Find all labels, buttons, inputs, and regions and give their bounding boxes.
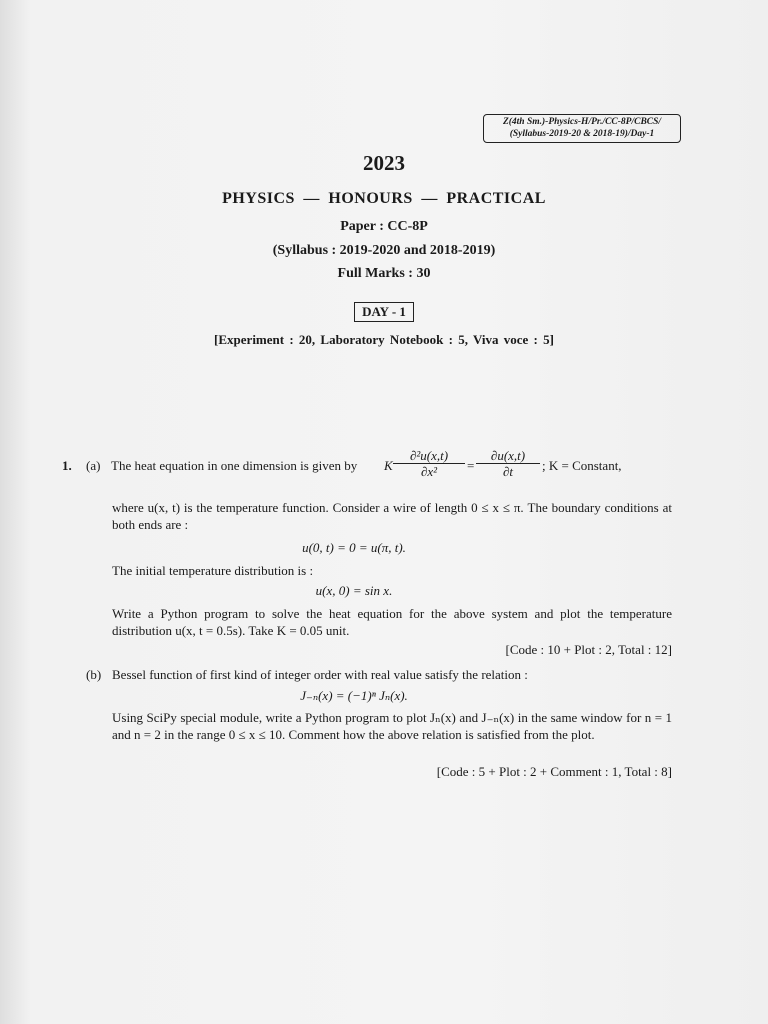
day-label-wrap [0, 302, 768, 322]
part-b-label: (b) [86, 667, 102, 682]
fraction-1-numerator: ∂²u(x,t) [393, 448, 465, 464]
part-b-marks: [Code : 5 + Plot : 2 + Comment : 1, Total : 8] [436, 764, 672, 779]
question-number: 1. [62, 458, 72, 473]
time-derivative-fraction [476, 448, 540, 479]
equation-k: K [384, 458, 393, 473]
part-a-paragraph-1: where u(x, t) is the temperature function. Consider a wire of length 0 ≤ x ≤ π. The boundary conditions at both ends are : [112, 500, 672, 532]
paper-code-line-2: (Syllabus-2019-20 & 2018-19)/Day-1 [509, 129, 655, 139]
part-a-label: (a) [86, 458, 101, 473]
paper-name: Paper : CC-8P [340, 219, 428, 234]
boundary-condition-equation: u(0, t) = 0 = u(π, t). [302, 540, 406, 555]
part-b-intro: Bessel function of first kind of integer order with real value satisfy the relation : [112, 667, 528, 682]
syllabus-line: (Syllabus : 2019-2020 and 2018-2019) [272, 243, 496, 258]
equals-sign: = [467, 458, 475, 473]
full-marks: Full Marks : 30 [337, 266, 431, 281]
exam-year: 2023 [363, 151, 405, 175]
fraction-2-numerator: ∂u(x,t) [476, 448, 540, 464]
paper-code-box [483, 114, 681, 143]
part-a-intro: The heat equation in one dimension is given by [111, 458, 358, 473]
part-a-paragraph-3: Write a Python program to solve the heat equation for the above system and plot the temperature distribution u(x, t = 0.5s). Take K = 0.05 unit. [112, 606, 672, 638]
day-label: DAY - 1 [354, 302, 414, 322]
paper-code-line-1: Z(4th Sm.)-Physics-H/Pr./CC-8P/CBCS/ [502, 117, 662, 127]
part-b-paragraph: Using SciPy special module, write a Python program to plot Jₙ(x) and J₋ₙ(x) in the same window for n = 1 and n = 2 in the range 0 ≤ x ≤ 10. Comment how the above relation is satisfied from the plot. [112, 710, 672, 742]
initial-condition-equation: u(x, 0) = sin x. [315, 583, 393, 598]
fraction-2-denominator: ∂t [502, 464, 514, 479]
k-constant-note: ; K = Constant, [542, 458, 622, 473]
fraction-1-denominator: ∂x² [420, 464, 438, 479]
exam-title: PHYSICS — HONOURS — PRACTICAL [222, 190, 546, 207]
marks-distribution: [Experiment : 20, Laboratory Notebook : 5, Viva voce : 5] [214, 332, 554, 347]
bessel-relation-equation: J₋ₙ(x) = (−1)ⁿ Jₙ(x). [300, 688, 408, 703]
second-derivative-fraction [393, 448, 465, 479]
part-a-marks: [Code : 10 + Plot : 2, Total : 12] [505, 642, 672, 657]
part-a-paragraph-2: The initial temperature distribution is : [112, 563, 314, 578]
